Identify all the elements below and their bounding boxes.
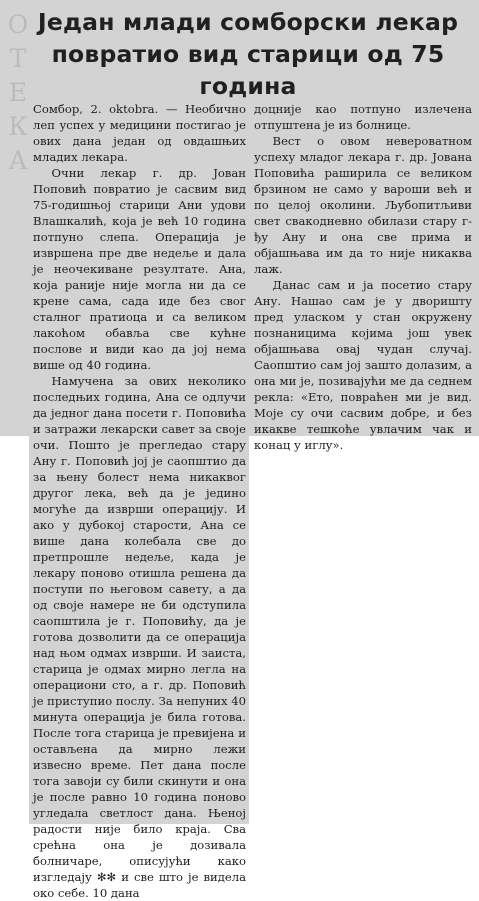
watermark-letter: Т [9, 44, 27, 73]
watermark-letter: К [8, 112, 28, 141]
article-column-right [254, 101, 472, 453]
article-column-left [33, 101, 246, 901]
paragraph: Данас сам и ја посетио стару Ану. Нашао сам је у дворишту пред уласком у стан окружену познаницима којима још увек објашњава овај чудан случај. Саопштио сам јој зашто долазим, а она ми је, позивајући ме да седнем рекла: «Ето, повраћен ми је вид. Моје су очи сасвим добре, и без икакве тешкоће увлачим чак и конац у иглу». [254, 278, 472, 452]
paragraph: Вест о овом неверoватном успеху младог лекара г. др. Јована Поповића раширила се великом брзином не само у вароши већ и по целој околини. Љубопитљиви свет свакодневно обилази стару г-ђу Ану и она све прима и објашњава им да то није никаква лаж. [254, 134, 472, 276]
paragraph: Очни лекар г. др. Јован Поповић повратио је сасвим вид 75-годишњој старици Ани удови Влашкалић, која је већ 10 година потпуно слепа. Операција је извршена пре две недеље и дала је неочекиване резултате. Ана, која раније није могла ни да се крене сама, сада иде без свог сталног пратиоца и са великом лакоћом обавља све кућне послове и види као да јој нема више од 40 година. [33, 166, 246, 372]
watermark-letter: А [8, 146, 28, 175]
watermark-letter: О [7, 10, 29, 39]
paragraph-dateline: Сомбор, 2. oktobra. — Необично леп успех у медицини постигао је ових дана један од овдашњих младих лекара. [33, 102, 246, 164]
watermark-letter: Е [8, 78, 28, 107]
paragraph-continuation: доцније као потпуно излечена отпуштена је из болнице. [254, 102, 472, 132]
article-headline: Један млади сомборски лекар повратио вид старици од 75 година [37, 8, 459, 100]
paragraph: Намучена за ових неколико последњих година, Ана се одлучи да једног дана посети г. Поповића и затражи лекарски савет за своје очи. Пошто је прегледао стару Ану г. Поповић јој је саопштио да за њену болест нема никаквог другог лека, већ да је једино могуће да изврши операцију. И ако у дубокој старости, Ана се више дана колебала све до претпрошле недеље, када је лекару поново отишла решена да поступи по његовом савету, а да од своје намере не би одступила саопштила је г. Поповићу, да је готова дозволити да се операција над њом одмах изврши. И заиста, старица је одмах мирно легла на операциони сто, а г. др. Поповић је приступио послу. За непуних 40 минута операција је била готова. После тога старица је превијена и остављена да мирно лежи извесно време. Пет дана после тога завоји су били скинути и она је после равно 10 година поново угледала светлост дана. Њеној радости није било краја. Сва срећна она је дозивала болничаре, описујући како изгледају ✻✻ и све што је видела око себе. 10 дана [33, 374, 247, 900]
